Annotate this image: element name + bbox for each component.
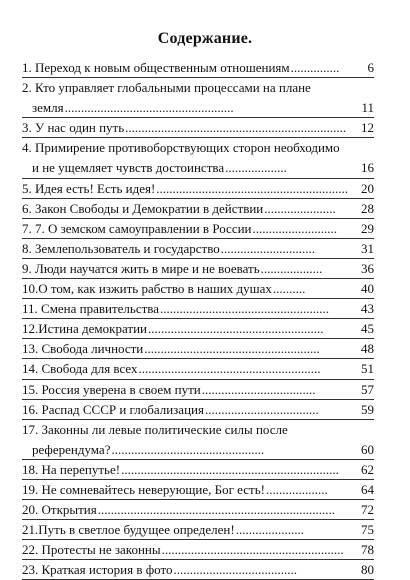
toc-page-number: 36 — [361, 260, 374, 276]
toc-leader-dots: ................................... — [201, 381, 316, 397]
toc-entry-line — [22, 58, 374, 78]
toc-leader-dots: ................................................................... — [121, 461, 339, 477]
toc-entry-line — [22, 279, 374, 299]
page-title: Содержание. — [157, 30, 253, 47]
toc-entry — [22, 359, 374, 379]
toc-entry — [22, 118, 374, 138]
toc-entry — [22, 199, 374, 219]
toc-leader-dots: ...................................................... — [144, 341, 320, 357]
toc-leader-dots: ..................... — [235, 522, 304, 538]
toc-page-number: 75 — [361, 522, 374, 538]
toc-entry — [22, 319, 374, 339]
toc-entry-title: 18. На перепутье! — [22, 461, 121, 477]
toc-leader-dots: ................................... — [204, 401, 319, 417]
toc-page-number: 31 — [361, 240, 374, 256]
toc-entry-title: 13. Свобода личности — [22, 341, 144, 357]
toc-entry — [22, 239, 374, 259]
toc-entry — [22, 58, 374, 78]
toc-entry-title: 22. Протесты не законны — [22, 542, 161, 558]
toc-entry-title: 6. Закон Свободы и Демократии в действии — [22, 200, 264, 216]
toc-page-number: 45 — [361, 321, 374, 337]
toc-page-number: 64 — [361, 481, 374, 497]
toc-entry-line — [22, 359, 374, 379]
toc-leader-dots: .......................... — [252, 220, 337, 236]
toc-leader-dots: ................... — [225, 160, 287, 176]
toc-entry-line — [22, 319, 374, 339]
toc-entry-title: 10.О том, как изжить рабство в наших душах — [22, 281, 272, 297]
toc-page-number: 78 — [361, 542, 374, 558]
toc-entry-title: 12.Истина демократии — [22, 321, 147, 337]
toc-entry — [22, 460, 374, 480]
toc-leader-dots: ...................................... — [173, 562, 297, 578]
toc-leader-dots: ...................................................... — [147, 321, 324, 337]
toc-entry-title: 23. Краткая история в фото — [22, 562, 173, 578]
toc-entry-title: 4. Примирение противоборствующих сторон необходимо — [22, 140, 340, 156]
toc-entry — [22, 380, 374, 400]
toc-entry — [22, 540, 374, 560]
toc-entry-line — [22, 239, 374, 259]
toc-entry-line — [22, 460, 374, 480]
toc-leader-dots: .................................................................... — [125, 120, 347, 136]
toc-entry-continuation — [22, 440, 374, 460]
toc-entry-line — [22, 480, 374, 500]
toc-page-number: 80 — [361, 562, 374, 578]
toc-entry-title: 21.Путь в светлое будущее определен! — [22, 522, 235, 538]
toc-entry-title: 9. Люди научатся жить в мире и не воевать — [22, 260, 260, 276]
toc-entry-line — [22, 540, 374, 560]
toc-entry-continuation — [22, 158, 374, 178]
toc-leader-dots: .................................................... — [160, 301, 330, 317]
toc-entry-line — [22, 520, 374, 540]
toc-entry — [22, 400, 374, 420]
toc-entry — [22, 339, 374, 359]
toc-entry-line — [22, 339, 374, 359]
toc-entry — [22, 279, 374, 299]
toc-entry-title: 14. Свобода для всех — [22, 361, 138, 377]
toc-entry-title: 17. Законны ли левые политические силы после — [22, 421, 288, 437]
toc-entry-title: 1. Переход к новым общественным отношениям — [22, 60, 290, 75]
toc-entry — [22, 520, 374, 540]
toc-entry-title: референдума? — [32, 441, 111, 457]
toc-page-number: 43 — [361, 301, 374, 317]
toc-leader-dots: .......... — [272, 281, 306, 297]
toc-entry — [22, 500, 374, 520]
toc-leader-dots: ................... — [260, 260, 323, 276]
toc-page-number: 11 — [361, 100, 374, 116]
toc-leader-dots: ......................................................................... — [97, 502, 335, 518]
toc-entry-title: 2. Кто управляет глобальными процессами на плане — [22, 80, 311, 96]
toc-entry — [22, 179, 374, 199]
toc-entry-continuation — [22, 98, 374, 118]
toc-entry-title: 7. 7. О земском самоуправлении в России — [22, 220, 252, 236]
toc-page-number: 48 — [361, 341, 374, 357]
toc-page-number: 59 — [361, 401, 374, 417]
toc-entry-title: 5. Идея есть! Есть идея! — [22, 180, 156, 196]
toc-entry-line — [22, 400, 374, 420]
toc-entry-line — [22, 380, 374, 400]
toc-entry — [22, 219, 374, 239]
toc-page-number: 51 — [361, 361, 374, 377]
toc-entry-line — [22, 219, 374, 239]
toc-page-number: 28 — [361, 200, 374, 216]
toc-entry-title: 3. У нас один путь — [22, 120, 125, 136]
toc-entry — [22, 78, 374, 118]
toc-entry-title: земля — [32, 100, 64, 116]
toc-entry-line — [22, 118, 374, 138]
toc-entry-title: 15. Россия уверена в своем пути — [22, 381, 201, 397]
table-of-contents — [22, 58, 374, 580]
toc-entry — [22, 420, 374, 460]
toc-leader-dots: ................... — [266, 481, 328, 497]
toc-entry-line — [22, 138, 374, 158]
toc-entry-title: и не ущемляет чувств достоинства — [32, 160, 225, 176]
toc-entry-title: 20. Открытия — [22, 502, 97, 518]
toc-page-number: 20 — [361, 180, 374, 196]
toc-leader-dots: ........................................................ — [138, 361, 321, 377]
toc-entry-line — [22, 420, 374, 440]
toc-page-number: 12 — [361, 120, 374, 136]
toc-entry — [22, 480, 374, 500]
toc-entry-line — [22, 259, 374, 279]
toc-entry-line — [22, 199, 374, 219]
toc-entry-title: 16. Распад СССР и глобализация — [22, 401, 204, 417]
toc-leader-dots: ........................................................ — [161, 542, 344, 558]
toc-entry — [22, 259, 374, 279]
toc-page-number: 40 — [361, 281, 374, 297]
toc-entry-title: 19. Не сомневайтесь неверующие, Бог есть! — [22, 481, 265, 497]
toc-page-number: 60 — [361, 441, 374, 457]
toc-page-number: 16 — [361, 160, 374, 176]
toc-leader-dots: ............................................... — [111, 441, 265, 457]
toc-entry-line — [22, 78, 374, 98]
toc-leader-dots: .................................................... — [64, 100, 234, 116]
toc-entry-line — [22, 179, 374, 199]
toc-page-number: 29 — [361, 220, 374, 236]
toc-page-number: 72 — [361, 502, 374, 518]
toc-entry-line — [22, 299, 374, 319]
toc-entry-line — [22, 500, 374, 520]
toc-entry-line — [22, 560, 374, 580]
toc-page-number: 6 — [367, 60, 374, 75]
toc-page-number: 62 — [361, 461, 374, 477]
toc-leader-dots: ............... — [290, 60, 340, 75]
toc-entry-title: 11. Смена правительства — [22, 301, 160, 317]
toc-entry — [22, 560, 374, 580]
toc-leader-dots: ............................. — [220, 240, 315, 256]
toc-page-number: 57 — [361, 381, 374, 397]
toc-entry — [22, 299, 374, 319]
toc-leader-dots: ........................................................... — [156, 180, 349, 196]
toc-leader-dots: ...................... — [264, 200, 336, 216]
toc-entry — [22, 138, 374, 178]
toc-entry-title: 8. Землепользователь и государство — [22, 240, 220, 256]
